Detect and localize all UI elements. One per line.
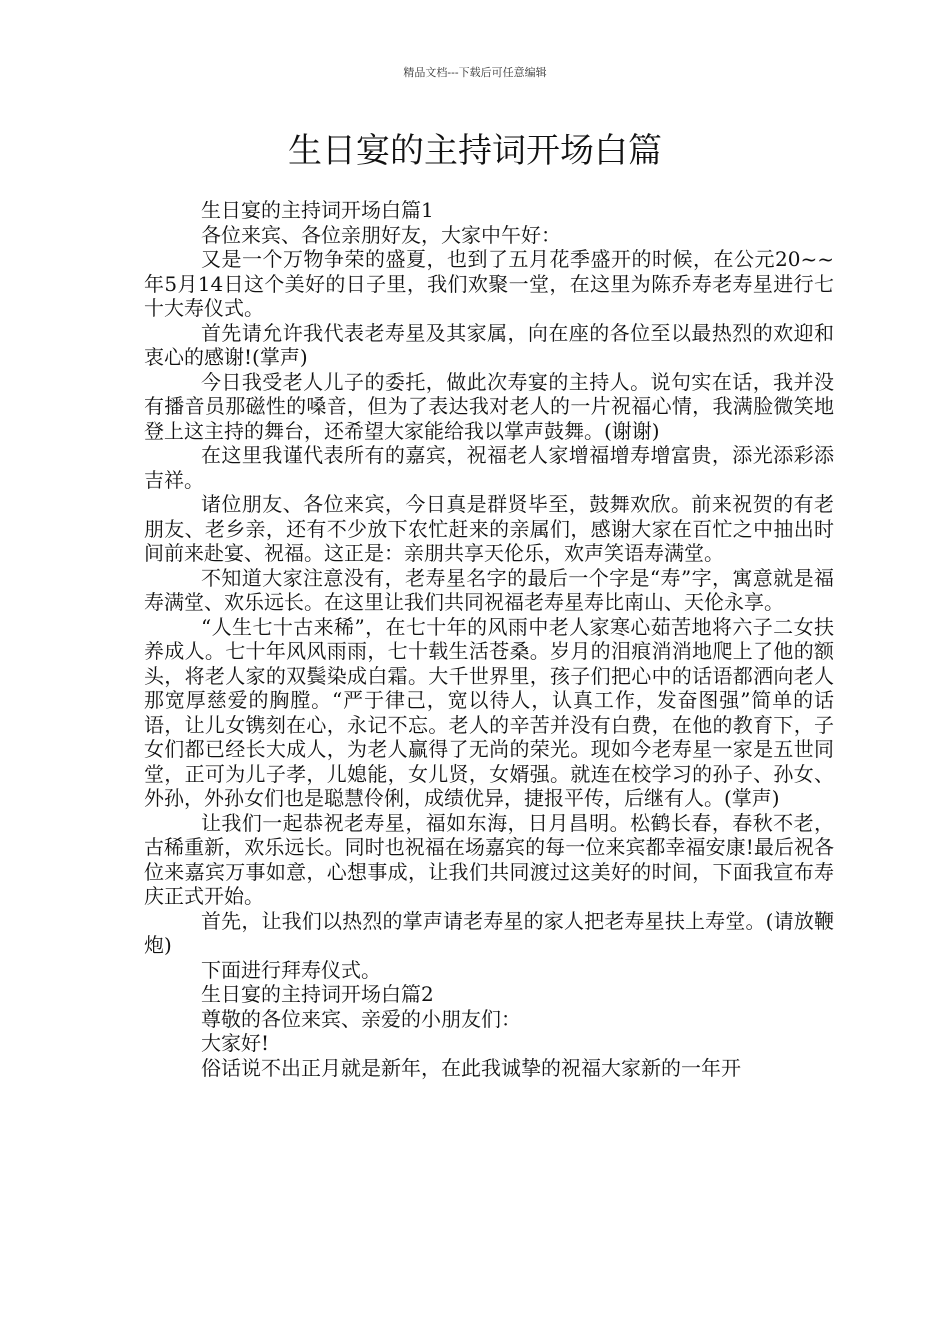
paragraph-6: 在这里我谨代表所有的嘉宾，祝福老人家增福增寿增富贵，添光添彩添吉祥。 [144, 443, 834, 492]
paragraph-5: 今日我受老人儿子的委托，做此次寿宴的主持人。说句实在话，我并没有播音员那磁性的嗓音，但为了表达我对老人的一片祝福心情，我满脸微笑地登上这主持的舞台，还希望大家能给我以掌声鼓舞。(谢谢) [144, 369, 834, 443]
paragraph-2: 各位来宾、各位亲朋好友，大家中午好： [201, 222, 561, 247]
paragraph-9: “人生七十古来稀”，在七十年的风雨中老人家寒心茹苦地将六子二女扶养成人。七十年风风雨雨，七十载生活苍桑。岁月的泪痕消消地爬上了他的额头，将老人家的双鬓染成白霜。大千世界里，孩子们把心中的话语都洒向老人那宽厚慈爱的胸膛。“严于律己，宽以待人，认真工作，发奋图强”简单的话语，让儿女镌刻在心，永记不忘。老人的辛苦并没有白费，在他的教育下，子女们都已经长大成人，为老人赢得了无尚的荣光。现如今老寿星一家是五世同堂，正可为儿子孝，儿媳能，女儿贤，女婿强。就连在校学习的孙子、孙女、外孙，外孙女们也是聪慧伶俐，成绩优异，捷报平传，后继有人。(掌声) [144, 614, 834, 810]
header-note: 精品文档---下载后可任意编辑 [403, 66, 547, 79]
paragraph-7: 诸位朋友、各位来宾，今日真是群贤毕至，鼓舞欢欣。前来祝贺的有老朋友、老乡亲，还有不少放下农忙赶来的亲属们，感谢大家在百忙之中抽出时间前来赴宴、祝福。这正是：亲朋共享天伦乐，欢声笑语寿满堂。 [144, 492, 834, 565]
paragraph-11: 首先，让我们以热烈的掌声请老寿星的家人把老寿星扶上寿堂。(请放鞭炮) [144, 908, 834, 957]
paragraph-12: 下面进行拜寿仪式。 [201, 957, 381, 982]
paragraph-4: 首先请允许我代表老寿星及其家属，向在座的各位至以最热烈的欢迎和衷心的感谢!(掌声) [144, 320, 834, 369]
page-title: 生日宴的主持词开场白篇 [288, 131, 662, 171]
paragraph-8: 不知道大家注意没有，老寿星名字的最后一个字是“寿”字，寓意就是福寿满堂、欢乐远长。在这里让我们共同祝福老寿星寿比南山、天伦永享。 [144, 565, 834, 614]
paragraph-1: 生日宴的主持词开场白篇1 [201, 198, 434, 222]
paragraph-13: 生日宴的主持词开场白篇2 [201, 982, 434, 1006]
paragraph-3: 又是一个万物争荣的盛夏，也到了五月花季盛开的时候，在公元20~~年5月14日这个美好的日子里，我们欢聚一堂，在这里为陈乔寿老寿星进行七十大寿仪式。 [144, 247, 834, 320]
paragraph-10: 让我们一起恭祝老寿星，福如东海，日月昌明。松鹤长春，春秋不老，古稀重新，欢乐远长。同时也祝福在场嘉宾的每一位来宾都幸福安康!最后祝各位来嘉宾万事如意，心想事成，让我们共同渡过这美好的时间，下面我宣布寿庆正式开始。 [144, 810, 834, 908]
paragraph-14: 尊敬的各位来宾、亲爱的小朋友们： [201, 1006, 521, 1031]
document-body [144, 198, 834, 1080]
paragraph-16: 俗话说不出正月就是新年，在此我诚挚的祝福大家新的一年开 [201, 1055, 741, 1080]
paragraph-15: 大家好! [201, 1031, 270, 1055]
